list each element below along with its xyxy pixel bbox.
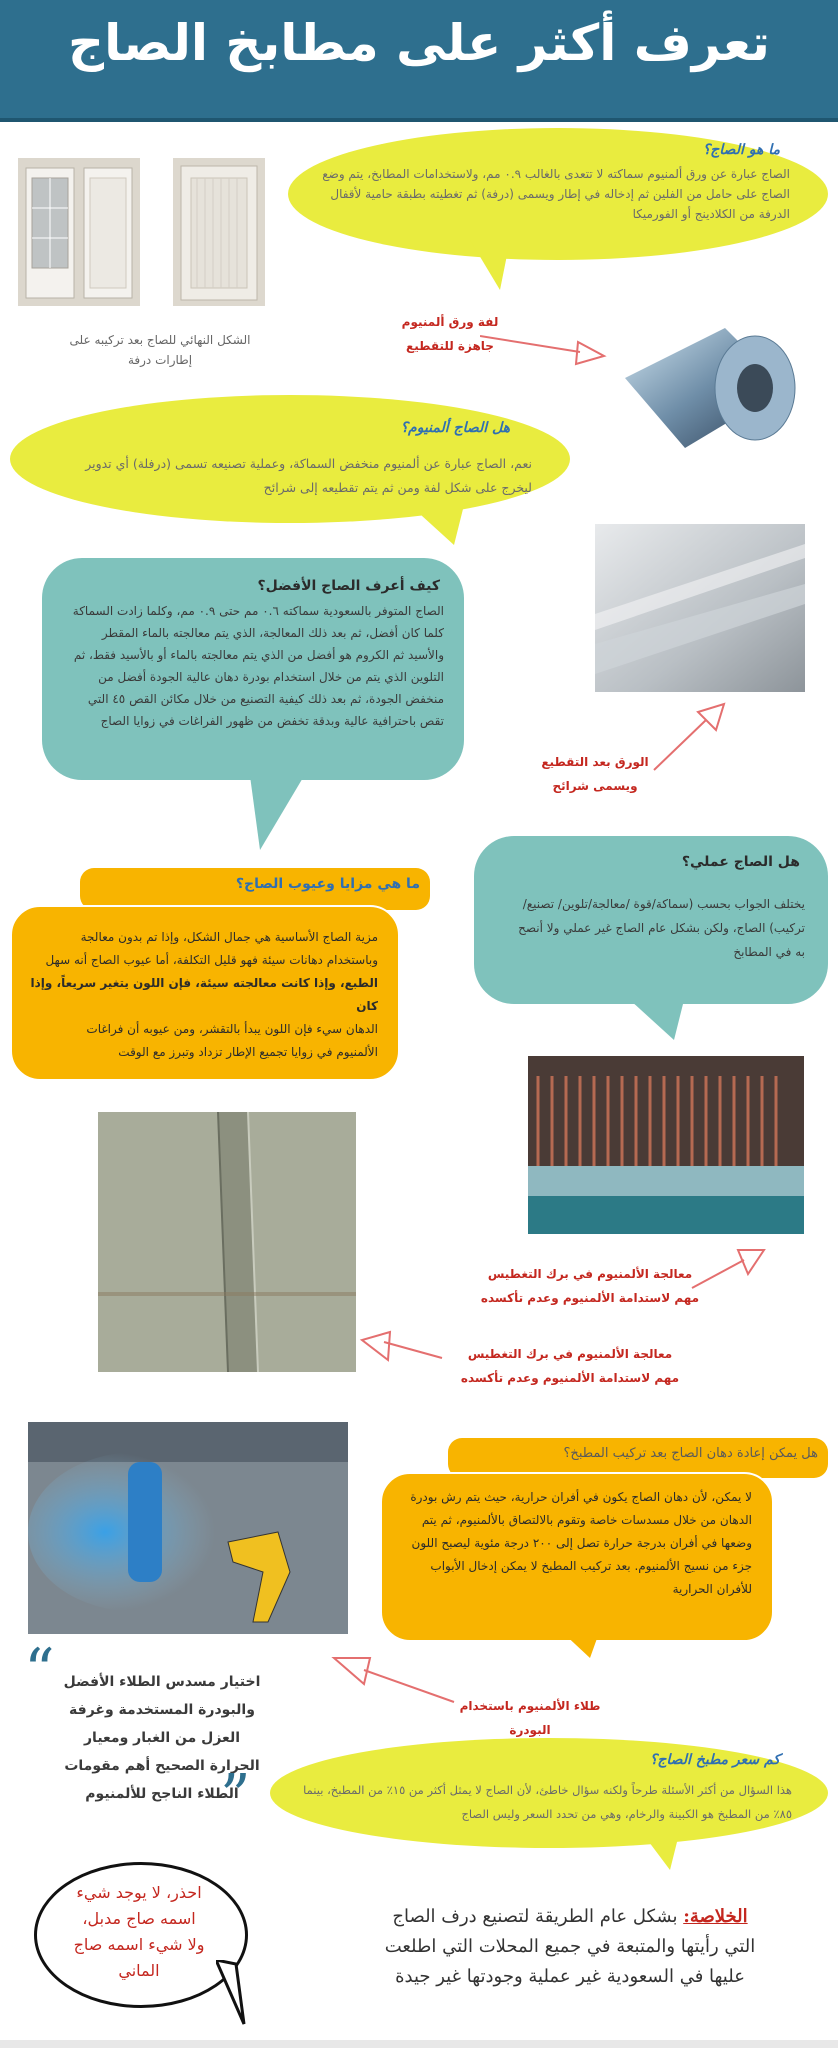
cabinet-photo-glass — [18, 158, 140, 306]
aluminum-title: هل الصاج ألمنيوم؟ — [400, 420, 510, 436]
price-title: كم سعر مطبخ الصاج؟ — [649, 1752, 780, 1768]
bubble-tail — [560, 1630, 600, 1658]
factory-dip-tank-photo — [528, 1056, 804, 1234]
bubble-tail — [216, 1960, 256, 2030]
quote-open-icon: “ — [24, 1636, 55, 1706]
cabinet-photo-door — [173, 158, 265, 306]
treatment-caption-1: معالجة الألمنيوم في برك التغطيس مهم لاستدامة الألمنيوم وعدم تأكسده — [480, 1267, 700, 1305]
pros-cons-line: الدهان سيء فإن اللون يبدأ بالتقشر، ومن عيوبه أن فراغات — [86, 1022, 378, 1036]
best-body: الصاج المتوفر بالسعودية سماكته ٠.٦ مم حتى ٠.٩ مم، وكلما زادت السماكة كلما كان أفضل، ثم بعد ذلك المعالجة، الذي يتم معالجته بالماء المقطر والأسيد ثم الكروم هو أفضل من الذي يتم معالجته بالماء أو بالأسيد فقط، ثم التلوين الذي يتم من خلال استخدام بودرة دهان عالية الجودة أفضل من منخفض الجودة، ثم بعد ذلك كيفية التصنيع من خلال مكائن القص ٤٥ التي تقص باحترافية عالية وبدقة تخفض من ظهور الفراغات في زوايا الصاج — [72, 604, 444, 728]
aluminum-sheets-photo — [595, 524, 805, 692]
warning-text: احذر، لا يوجد شيء اسمه صاج مدبل، ولا شيء اسمه صاج الماني — [73, 1883, 205, 1980]
bubble-tail — [630, 1000, 684, 1040]
conclusion-block — [380, 1902, 760, 1992]
what-is-body: الصاج عبارة عن ورق ألمنيوم سماكته لا تتعدى بالغالب ٠.٩ مم، ولاستخدامات المطابخ، يتم وضع الصاج على حامل من الفلين ثم إدخاله في إطار ويسمى (درفة) ثم تغطيته بطبقة حامية لأقفال الدرفة من الكلادينج أو الفورميكا — [322, 167, 790, 221]
practical-body: يختلف الجواب بحسب (سماكة/قوة /معالجة/تلوين/ تصنيع/تركيب) الصاج، ولكن بشكل عام الصاج غير عملي ولا أنصح به في المطابخ — [518, 897, 805, 959]
what-is-title: ما هو الصاج؟ — [702, 142, 780, 158]
pros-cons-title: ما هي مزايا وعيوب الصاج؟ — [235, 876, 420, 892]
aluminum-roll-photo — [615, 318, 805, 458]
practical-title: هل الصاج عملي؟ — [681, 854, 800, 870]
arrow-to-wall — [358, 1328, 448, 1368]
treatment-caption-2: معالجة الألمنيوم في برك التغطيس مهم لاستدامة الألمنيوم وعدم تأكسده — [460, 1347, 680, 1385]
bubble-tail — [410, 505, 464, 545]
sheets-caption: الورق بعد التقطيع ويسمى شرائح — [541, 755, 649, 793]
cabinet-caption: الشكل النهائي للصاج بعد تركيبه على إطارات درفة — [69, 333, 251, 367]
arrow-to-factory — [688, 1244, 768, 1294]
pros-cons-body — [26, 926, 378, 1064]
bubble-tail — [470, 240, 510, 290]
roll-caption: لفة ورق ألمنيوم جاهزة للتقطيع — [401, 315, 499, 353]
arrow-to-roll — [480, 330, 610, 370]
powder-spray-photo — [28, 1422, 348, 1634]
pros-cons-line: مزية الصاج الأساسية هي جمال الشكل، وإذا تم بدون معالجة — [80, 930, 378, 944]
corroded-frame-photo — [98, 1112, 356, 1372]
powder-caption: طلاء الألمنيوم باستخدام البودرة — [459, 1699, 601, 1737]
conclusion-text: بشكل عام الطريقة لتصنيع درف الصاج التي رأيتها والمتبعة في جميع المحلات التي اطلعت عليها في السعودية غير عملية وجودتها غير جيدة — [384, 1906, 756, 1987]
pros-cons-line: الألمنيوم في زوايا تجميع الإطار تزداد وتبرز مع الوقت — [118, 1045, 378, 1059]
quote-text: اختيار مسدس الطلاء الأفضل والبودرة المستخدمة وغرفة العزل من الغبار ومعيار الحرارة الصحيح أهم مقومات الطلاء الناجح للألمنيوم — [63, 1674, 261, 1802]
bubble-tail — [250, 776, 304, 850]
repaint-body: لا يمكن، لأن دهان الصاج يكون في أفران حرارية، حيث يتم رش بودرة الدهان من خلال مسدسات خاصة وتقوم بالالتصاق بالألمنيوم، ثم يتم وضعها في أفران بدرجة حرارة تصل إلى ٢٠٠ درجة مئوية ليصبح اللون جزء من نسيج الألمنيوم. بعد تركيب المطبخ لا يمكن إدخال الأبواب للأفران الحرارية — [410, 1490, 752, 1596]
bottom-divider — [0, 2040, 838, 2048]
arrow-to-powder — [330, 1652, 460, 1708]
best-title: كيف أعرف الصاج الأفضل؟ — [257, 578, 440, 594]
page-title: تعرف أكثر على مطابخ الصاج — [68, 14, 770, 72]
repaint-title: هل يمكن إعادة دهان الصاج بعد تركيب المطبخ؟ — [563, 1446, 818, 1461]
conclusion-label: الخلاصة: — [683, 1906, 748, 1927]
bubble-tail — [640, 1830, 680, 1870]
arrow-to-sheets — [650, 700, 730, 775]
quote-close-icon: ” — [220, 1762, 251, 1832]
price-body: هذا السؤال من أكثر الأسئلة طرحاً ولكنه سؤال خاطئ، لأن الصاج لا يمثل أكثر من ١٥٪ من المطبخ، بينما ٨٥٪ من المطبخ هو الكبينة والرخام، وهي من تحدد السعر وليس الصاج — [303, 1783, 792, 1821]
pros-cons-line: الطبع، وإذا كانت معالجته سيئة، فإن اللون يتغير سريعاً، وإذا كان — [30, 976, 378, 1013]
aluminum-body: نعم، الصاج عبارة عن ألمنيوم منخفض السماكة، وعملية تصنيعه تسمى (درفلة) أي تدوير ليخرج على شكل لفة ومن ثم يتم تقطيعه إلى شرائح — [85, 456, 532, 495]
pros-cons-line: وباستخدام دهانات سيئة فهو قليل التكلفة، أما عيوب الصاج أنه سهل — [45, 953, 378, 967]
